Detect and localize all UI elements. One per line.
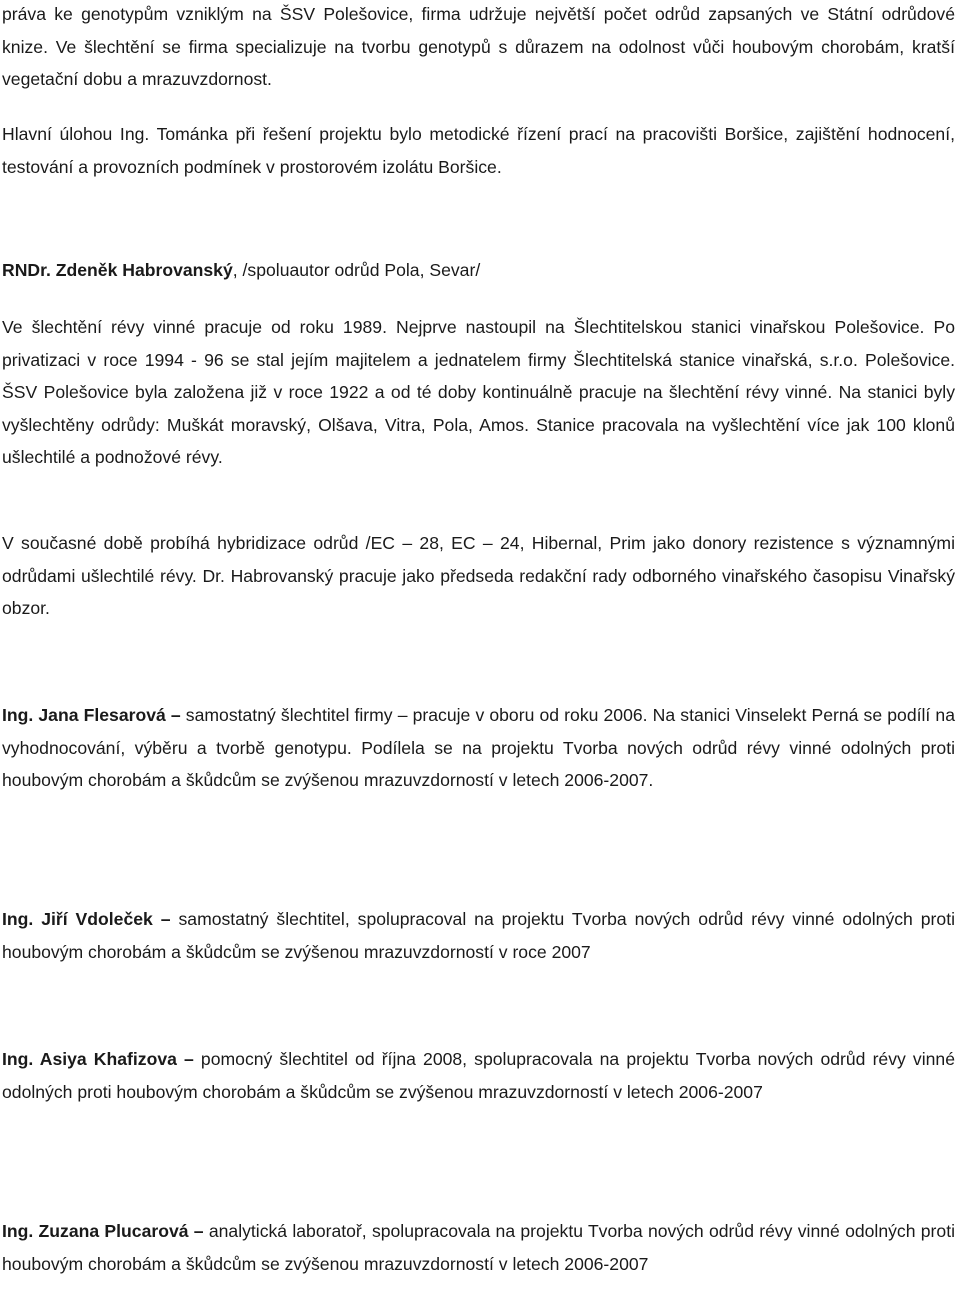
habrovansky-bio: Ve šlechtění révy vinné pracuje od roku 1989. Nejprve nastoupil na Šlechtitelskou stanici vinařskou Polešovice. Po privatizaci v roce 1994 - 96 se stal jejím majitelem a jednatelem firmy Šlechtitelská stanice vinařská, s.r.o. Polešovice. ŠSV Polešovice byla založena již v roce 1922 a od té doby kontinuálně pracuje na šlechtění révy vinné. Na stanici byly vyšlechtěny odrůdy: Muškát moravský, Olšava, Vitra, Pola, Amos. Stanice pracovala na vyšlechtění více jak 100 klonů ušlechtilé a podnožové révy. [2,317,955,468]
habrovansky-name: RNDr. Zdeněk Habrovanský [2,260,233,280]
vdolecek-text: samostatný šlechtitel, spolupracoval na projektu Tvorba nových odrůd révy vinné odolných proti houbovým chorobám a škůdcům se zvýšenou mrazuvzdorností v roce 2007 [2,909,955,962]
flesarova-text: samostatný šlechtitel firmy – pracuje v oboru od roku 2006. Na stanici Vinselekt Perná se podílí na vyhodnocování, výběru a tvorbě genotypu. Podílela se na projektu Tvorba nových odrůd révy vinné odolných proti houbovým chorobám a škůdcům se zvýšenou mrazuvzdorností v letech 2006-2007. [2,705,955,791]
habrovansky-heading [2,254,955,287]
plucarova-text: analytická laboratoř, spolupracovala na projektu Tvorba nových odrůd révy vinné odolných proti houbovým chorobám a škůdcům se zvýšenou mrazuvzdorností v letech 2006-2007 [2,1221,955,1274]
vdolecek-name: Ing. Jiří Vdoleček – [2,909,171,929]
habrovansky-suffix: , /spoluautor odrůd Pola, Sevar/ [232,260,481,280]
flesarova-name: Ing. Jana Flesarová – [2,705,181,725]
plucarova-paragraph [2,1215,955,1280]
flesarova-paragraph [2,699,955,797]
khafizova-paragraph [2,1043,955,1108]
khafizova-name: Ing. Asiya Khafizova – [2,1049,194,1069]
plucarova-name: Ing. Zuzana Plucarová – [2,1221,204,1241]
tomanka-paragraph: Hlavní úlohou Ing. Tománka při řešení projektu bylo metodické řízení prací na pracovišti Boršice, zajištění hodnocení, testování a provozních podmínek v prostorovém izolátu Boršice. [2,124,955,177]
khafizova-text: pomocný šlechtitel od října 2008, spolupracovala na projektu Tvorba nových odrůd révy vinné odolných proti houbovým chorobám a škůdcům se zvýšenou mrazuvzdorností v letech 2006-2007 [2,1049,955,1102]
vdolecek-paragraph [2,903,955,968]
habrovansky-bio2: V současné době probíhá hybridizace odrůd /EC – 28, EC – 24, Hibernal, Prim jako donory rezistence s významnými odrůdami ušlechtilé révy. Dr. Habrovanský pracuje jako předseda redakční rady odborného vinařského časopisu Vinařský obzor. [2,533,955,619]
intro-paragraph: práva ke genotypům vzniklým na ŠSV Polešovice, firma udržuje největší počet odrůd zapsaných ve Státní odrůdové knize. Ve šlechtění se firma specializuje na tvorbu genotypů s důrazem na odolnost vůči houbovým chorobám, kratší vegetační dobu a mrazuvzdornost. [2,4,955,90]
